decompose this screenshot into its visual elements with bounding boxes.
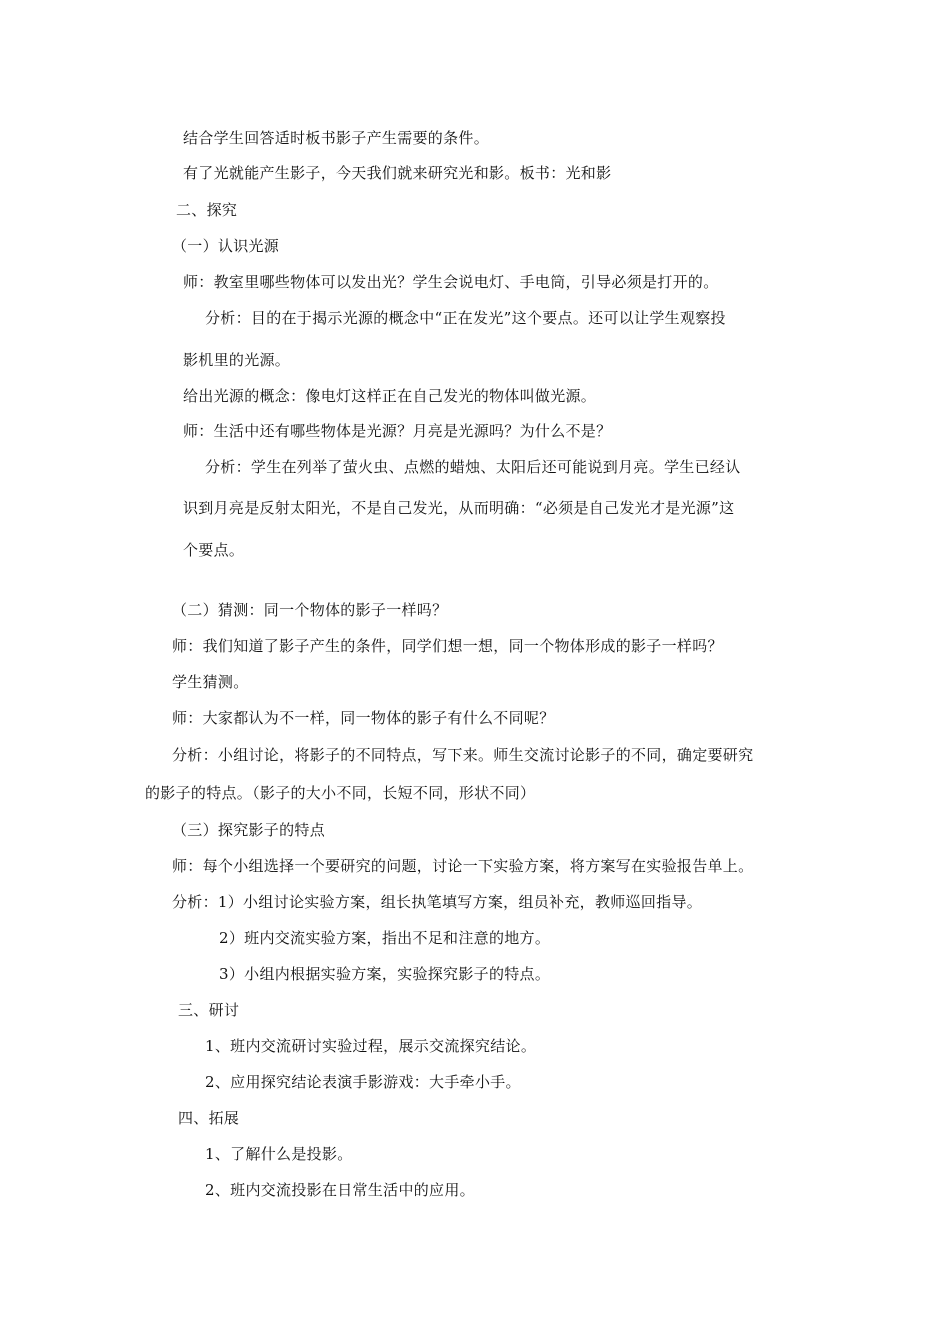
text-line-10: 分析：学生在列举了萤火虫、点燃的蜡烛、太阳后还可能说到月亮。学生已经认 [205, 458, 741, 476]
text-line-11: 识到月亮是反射太阳光，不是自己发光，从而明确：“必须是自己发光才是光源”这 [183, 499, 735, 517]
subsection-heading-3: （三）探究影子的特点 [172, 821, 326, 839]
section-heading-explore: 二、探究 [176, 201, 238, 219]
text-line-21: 分析：1）小组讨论实验方案，组长执笔填写方案，组员补充，教师巡回指导。 [172, 893, 703, 911]
text-line-2: 有了光就能产生影子，今天我们就来研究光和影。板书：光和影 [183, 164, 612, 182]
text-line-9: 师：生活中还有哪些物体是光源？月亮是光源吗？为什么不是？ [183, 422, 612, 440]
text-line-28: 1、了解什么是投影。 [205, 1145, 353, 1163]
text-line-25: 1、班内交流研讨实验过程，展示交流探究结论。 [205, 1037, 537, 1055]
text-line-7: 影机里的光源。 [183, 351, 291, 369]
text-line-16: 师：大家都认为不一样，同一物体的影子有什么不同呢？ [172, 709, 555, 727]
text-line-12: 个要点。 [183, 541, 245, 559]
subsection-heading-2: （二）猜测：同一个物体的影子一样吗？ [172, 601, 448, 619]
text-line-6: 分析：目的在于揭示光源的概念中“正在发光”这个要点。还可以让学生观察投 [205, 309, 726, 327]
text-line-29: 2、班内交流投影在日常生活中的应用。 [205, 1181, 475, 1199]
text-line-1: 结合学生回答适时板书影子产生需要的条件。 [183, 129, 490, 147]
text-line-17: 分析：小组讨论，将影子的不同特点，写下来。师生交流讨论影子的不同，确定要研究 [172, 746, 754, 764]
text-line-20: 师：每个小组选择一个要研究的问题，讨论一下实验方案，将方案写在实验报告单上。 [172, 857, 754, 875]
text-line-26: 2、应用探究结论表演手影游戏：大手牵小手。 [205, 1073, 521, 1091]
text-line-18: 的影子的特点。（影子的大小不同，长短不同，形状不同） [145, 784, 536, 802]
subsection-heading-1: （一）认识光源 [172, 237, 280, 255]
text-line-5: 师：教室里哪些物体可以发出光？学生会说电灯、手电筒，引导必须是打开的。 [183, 273, 719, 291]
text-line-15: 学生猜测。 [172, 673, 249, 691]
section-heading-extend: 四、拓展 [178, 1109, 240, 1127]
text-line-8: 给出光源的概念：像电灯这样正在自己发光的物体叫做光源。 [183, 387, 597, 405]
section-heading-discuss: 三、研讨 [178, 1001, 240, 1019]
text-line-23: 3）小组内根据实验方案，实验探究影子的特点。 [219, 965, 551, 983]
text-line-22: 2）班内交流实验方案，指出不足和注意的地方。 [219, 929, 551, 947]
text-line-14: 师：我们知道了影子产生的条件，同学们想一想，同一个物体形成的影子一样吗？ [172, 637, 723, 655]
